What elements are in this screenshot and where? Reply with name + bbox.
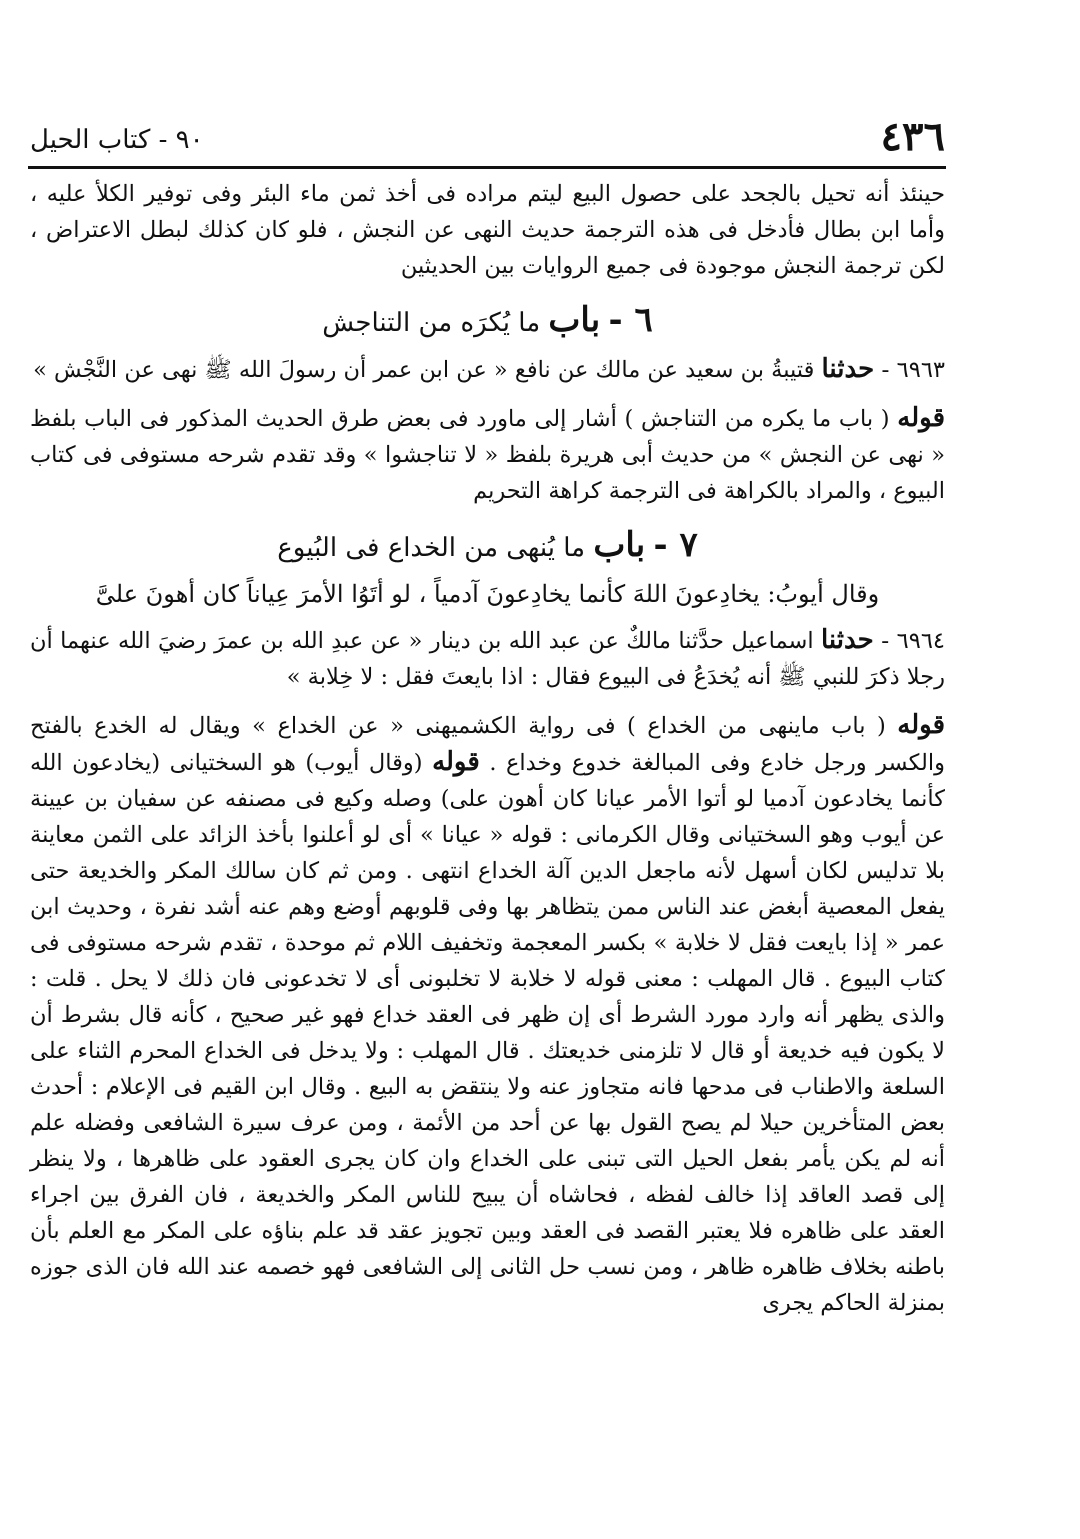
chapter-bab-label: باب: [548, 300, 601, 340]
chapter-title: ما يُكرَه من التناجش: [322, 308, 541, 338]
haddathana-keyword: حدثنا: [820, 625, 874, 655]
chapter-number: ٦ -: [608, 300, 653, 340]
page-header: [30, 112, 945, 162]
qawluhu-keyword: قوله: [432, 747, 480, 777]
ayyub-quote: وقال أيوبُ: يخادِعونَ اللهَ كأنما يخادِعونَ آدمياً ، لو أتَوُا الأمرَ عِياناً كان أهونَ علىَّ: [95, 580, 880, 608]
chapter-heading-6: [30, 298, 945, 345]
page-body: [30, 176, 945, 1321]
page-number: ٤٣٦: [880, 113, 945, 160]
chapter-title: ما يُنهى من الخداع فى البُيوع: [277, 533, 586, 563]
intro-paragraph: حينئذ أنه تحيل بالجحد على حصول البيع ليتم مراده فى أخذ ثمن ماء البئر وفى توفير الكلأ عليه ، وأما ابن بطال فأدخل فى هذه الترجمة حديث النهى عن النجش ، فلو كان كذلك لبطل الاعتراض ، لكن ترجمة النجش موجودة فى جميع الروايات بين الحديثين: [30, 181, 945, 279]
hadith-text: قتيبةُ بن سعيد عن مالك عن نافع « عن ابن عمر أن رسولَ الله ﷺ نهى عن النَّجْش »: [33, 357, 815, 383]
haddathana-keyword: حدثنا: [821, 354, 875, 384]
qawluhu-keyword: قوله: [897, 403, 946, 433]
hadith-number: ٦٩٦٤ -: [881, 628, 945, 654]
chapter-bab-label: باب: [593, 525, 646, 565]
hadith-number: ٦٩٦٣ -: [881, 357, 945, 383]
running-title: ٩٠ - كتاب الحيل: [30, 125, 204, 155]
commentary-text: ( باب ما يكره من التناجش ) أشار إلى ماورد فى بعض طرق الحديث المذكور فى الباب بلفظ « نهى عن النجش » من حديث أبى هريرة بلفظ « لا تناجشوا » وقد تقدم شرحه مستوفى فى كتاب البيوع ، والمراد بالكراهة فى الترجمة كراهة التحريم: [30, 406, 945, 504]
header-rule: [28, 166, 946, 169]
hadith-text: اسماعيل حدَّثنا مالكٌ عن عبد الله بن دينار « عن عبدِ الله بن عمرَ رضيَ الله عنهما أن رجلا ذكرَ للنبي ﷺ أنه يُخدَعُ فى البيوع فقال : اذا بايعتَ فقل : لا خِلابة »: [30, 628, 945, 690]
commentary-6: [30, 400, 945, 509]
chapter-number: ٧ -: [653, 525, 698, 565]
commentary-text: ( باب ماينهى من الخداع ) فى رواية الكشميهنى « عن الخداع » ويقال له الخدع بالفتح والكسر ورجل خادع وفى المبالغة خدوع وخداع .: [30, 713, 946, 776]
commentary-text: (وقال أيوب) هو السختيانى (يخادعون الله كأنما يخادعون آدميا لو أتوا الأمر عيانا كان أهون على) وصله وكيع فى مصنفه عن سفيان بن عيينة عن أيوب وهو السختيانى وقال الكرمانى : قوله « عيانا » أى لو أعلنوا بأخذ الزائد على الثمن معاينة بلا تدليس لكان أسهل لأنه ماجعل الدين آلة الخداع انتهى . ومن ثم كان سالك المكر والخديعة حتى يفعل المعصية أبغض عند الناس ممن يتظاهر بها وفى قلوبهم أوضع وهم عنه أشد نفرة ، وحديث ابن عمر « إذا بايعت فقل لا خلابة » بكسر المعجمة وتخفيف اللام ثم موحدة ، تقدم شرحه مستوفى فى كتاب البيوع . قال المهلب : معنى قوله لا خلابة لا تخلبونى أى لا تخدعونى فان ذلك لا يحل . قلت : والذى يظهر أنه وارد مورد الشرط أى إن ظهر فى العقد خداع فهو غير صحيح ، كأنه قال بشرط أن لا يكون فيه خديعة أو قال لا تلزمنى خديعتك . قال المهلب : ولا يدخل فى الخداع المحرم الثناء على السلعة والاطناب فى مدحها فانه متجاوز عنه ولا ينتقض به البيع . وقال ابن القيم فى الإعلام : أحدث بعض المتأخرين حيلا لم يصح القول بها عن أحد من الأئمة ، ومن عرف سيرة الشافعى وفضله علم أنه لم يكن يأمر بفعل الحيل التى تبنى على الخداع وان كان يجرى العقود على ظاهرها ، ولا ينظر إلى قصد العاقد إذا خالف لفظه ، فحاشاه أن يبيح للناس المكر والخديعة ، فان الفرق بين اجراء العقد على ظاهره فلا يعتبر القصد فى العقد وبين تجويز عقد قد علم بناؤه على المكر مع العلم بأن باطنه بخلاف ظاهره ظاهر ، ومن نسب حل الثانى إلى الشافعى فهو خصمه عند الله فان الذى جوزه بمنزلة الحاكم يجرى: [30, 750, 945, 1316]
hadith-6964: [30, 622, 945, 695]
commentary-7: [30, 707, 945, 1321]
hadith-6963: [30, 351, 945, 388]
chapter-heading-7: [30, 523, 945, 570]
qawluhu-keyword: قوله: [897, 710, 946, 740]
